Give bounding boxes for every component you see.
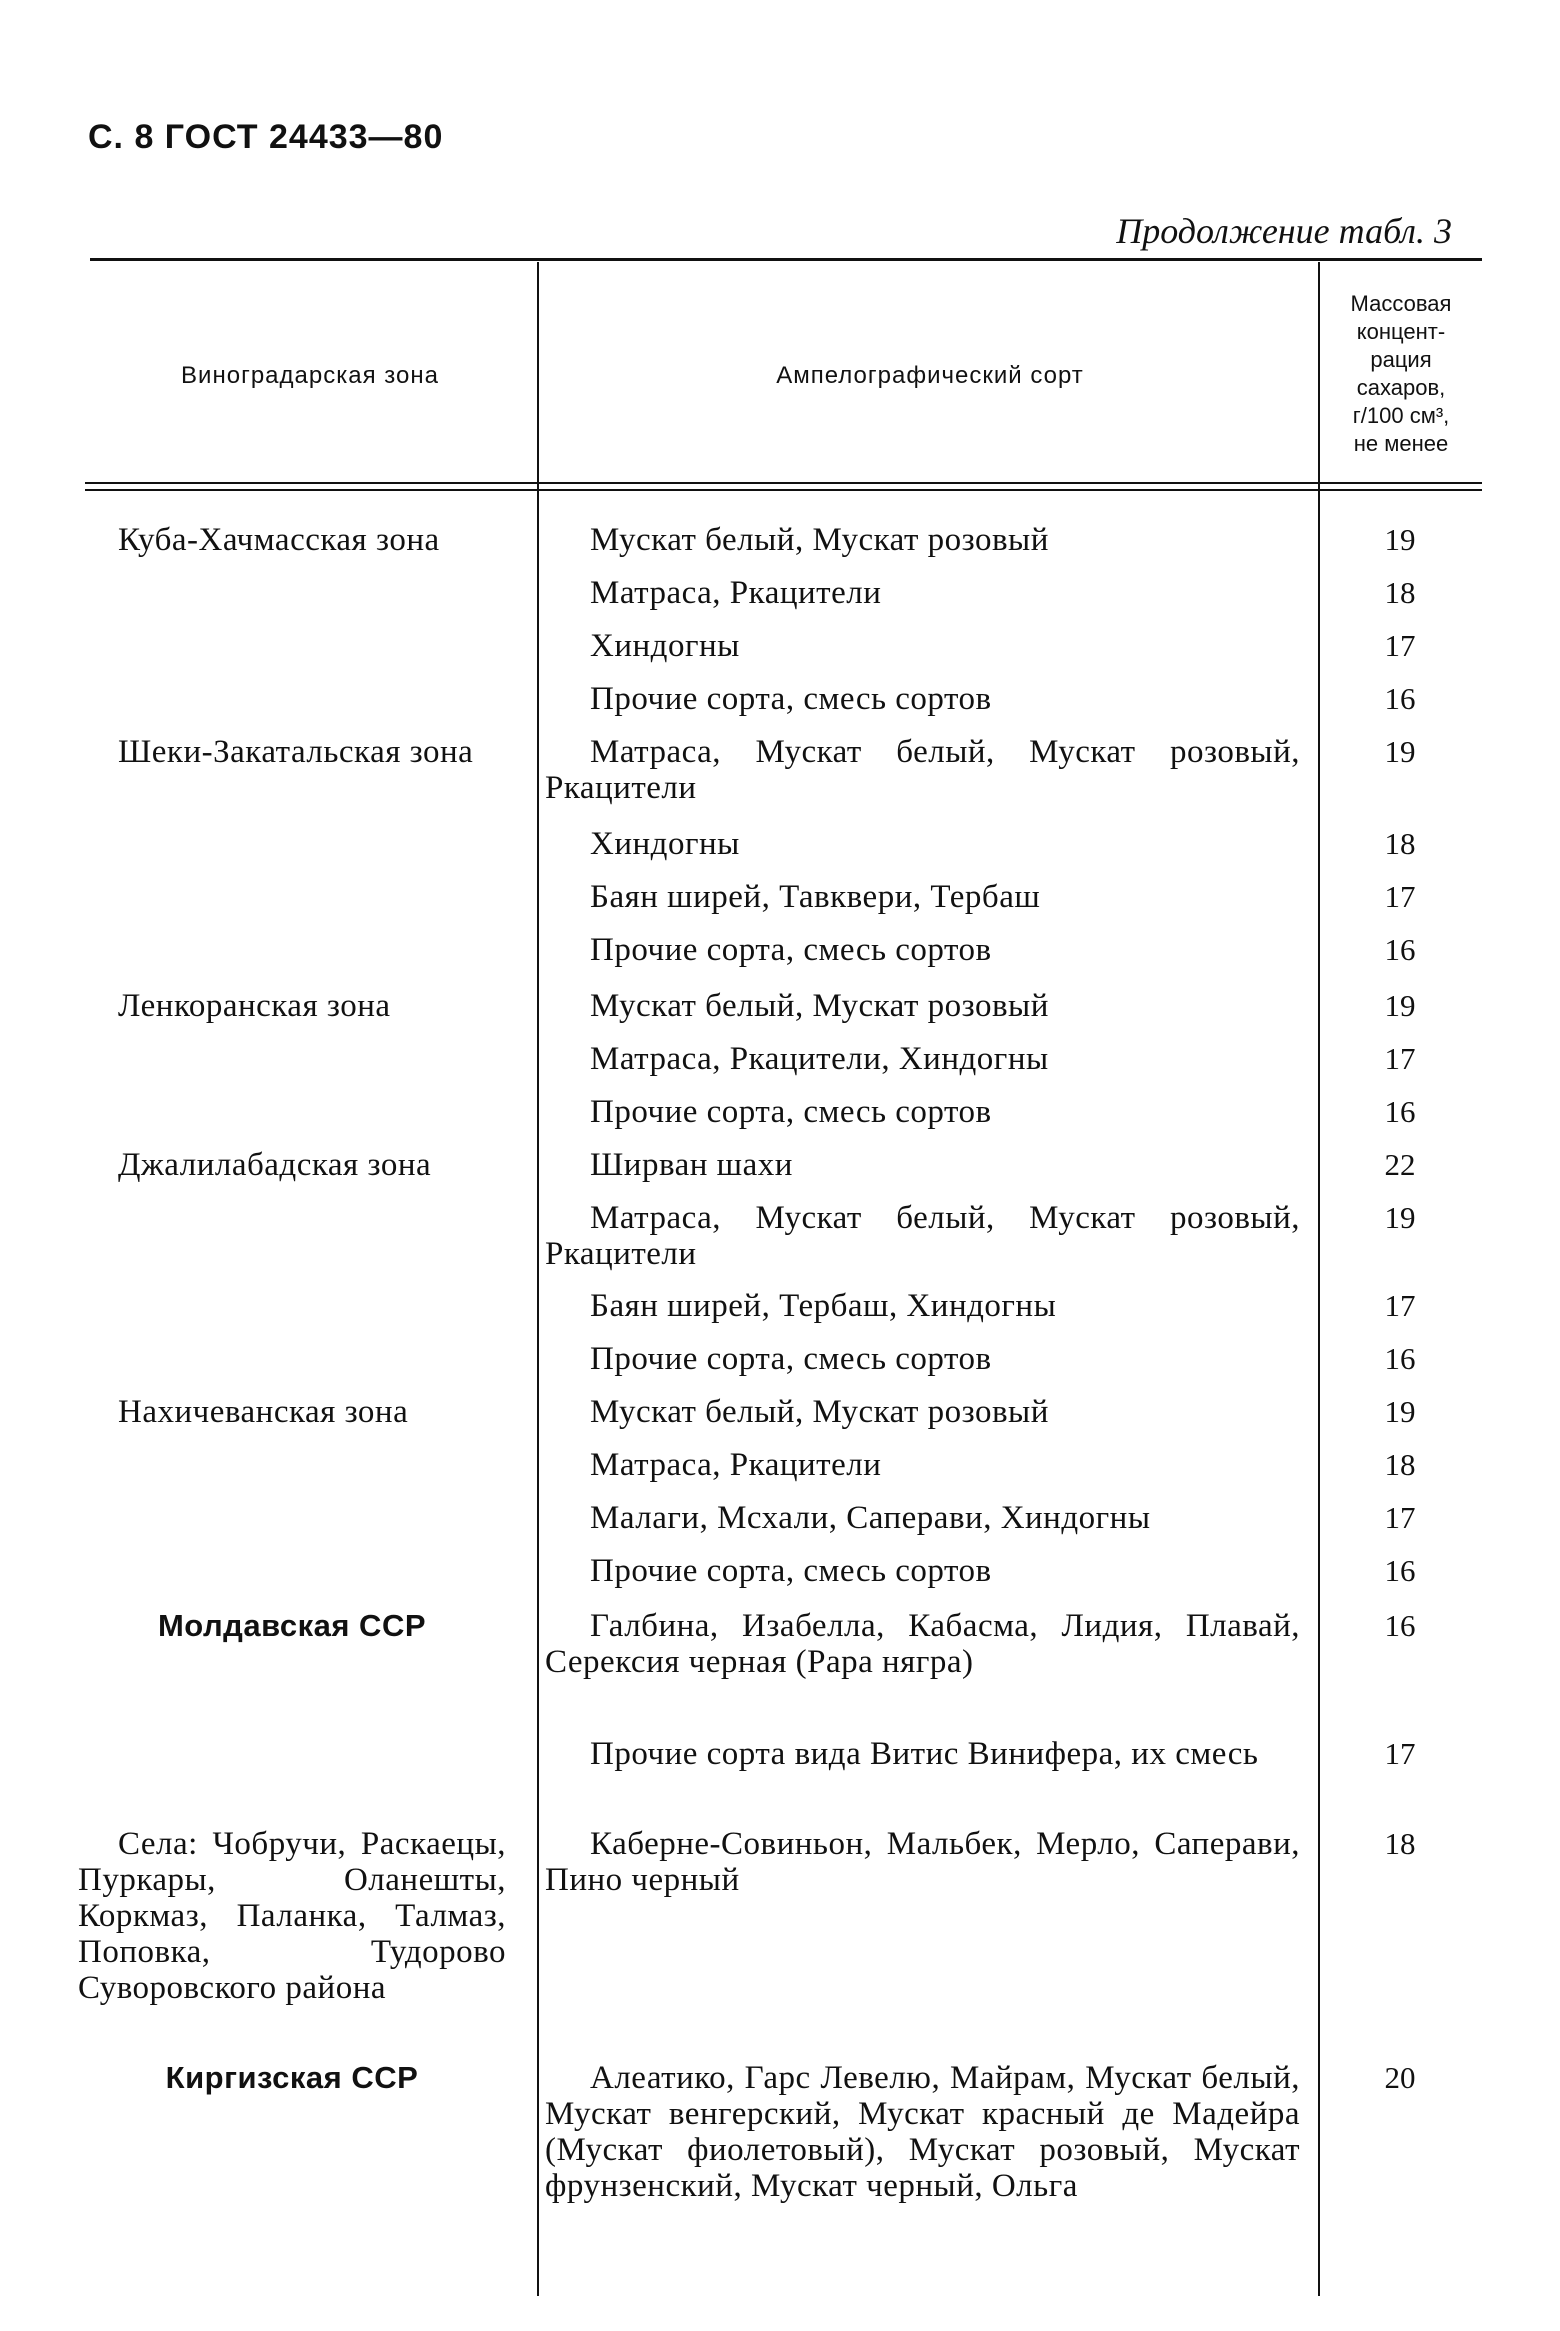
variety-cell: Мускат белый, Мускат розовый (590, 522, 1049, 558)
variety-cell: Прочие сорта, смесь сортов (590, 1094, 992, 1130)
column-header-zone: Виноградарская зона (181, 362, 439, 389)
sugar-value: 17 (1384, 1288, 1416, 1323)
table-top-rule (90, 258, 1482, 261)
sugar-value: 18 (1384, 575, 1416, 610)
variety-cell: Матраса, Ркацители, Хиндогны (590, 1041, 1049, 1077)
variety-cell: Ширван шахи (590, 1147, 793, 1183)
variety-cell: Хиндогны (590, 628, 740, 664)
column-divider-right (1318, 262, 1320, 2296)
variety-cell: Матраса, Ркацители (590, 1447, 882, 1483)
sugar-value: 19 (1384, 1200, 1416, 1235)
header-bottom-rule-2 (85, 489, 1482, 491)
sugar-value: 16 (1384, 932, 1416, 967)
table-continuation-caption: Продолжение табл. 3 (1116, 211, 1452, 251)
sugar-value: 17 (1384, 1736, 1416, 1771)
sugar-value: 22 (1384, 1147, 1416, 1182)
variety-cell: Алеатико, Гарс Левелю, Майрам, Мускат белый, Мускат венгерский, Мускат красный де Мадейра (Мускат фиолетовый), Мускат розовый, Мускат фрунзенский, Мускат черный, Ольга (545, 2060, 1300, 2204)
sugar-value: 16 (1384, 681, 1416, 716)
variety-cell: Баян ширей, Тербаш, Хиндогны (590, 1288, 1057, 1324)
column-header-sugar-line: сахаров, (1356, 375, 1446, 400)
variety-cell: Малаги, Мсхали, Саперави, Хиндогны (590, 1500, 1151, 1536)
zone-cell: Джалилабадская зона (118, 1147, 432, 1183)
sugar-value: 18 (1384, 1447, 1416, 1482)
sugar-value: 17 (1384, 879, 1416, 914)
variety-cell: Прочие сорта, смесь сортов (590, 1341, 992, 1377)
variety-cell: Прочие сорта, смесь сортов (590, 681, 992, 717)
zone-cell: Нахичеванская зона (118, 1394, 409, 1430)
sugar-value: 19 (1384, 734, 1416, 769)
variety-cell: Прочие сорта, смесь сортов (590, 1553, 992, 1589)
variety-cell: Мускат белый, Мускат розовый (590, 1394, 1049, 1430)
sugar-value: 19 (1384, 1394, 1416, 1429)
variety-cell: Мускат белый, Мускат розовый (590, 988, 1049, 1024)
variety-cell: Матраса, Ркацители (590, 575, 882, 611)
variety-cell: Прочие сорта, смесь сортов (590, 932, 992, 968)
variety-cell: Хиндогны (590, 826, 740, 862)
sugar-value: 19 (1384, 522, 1416, 557)
sugar-value: 16 (1384, 1341, 1416, 1376)
sugar-value: 17 (1384, 1500, 1416, 1535)
sugar-value: 19 (1384, 988, 1416, 1023)
zone-cell: Шеки-Закатальская зона (118, 734, 474, 770)
sugar-value: 20 (1384, 2060, 1416, 2095)
page-header: С. 8 ГОСТ 24433—80 (88, 118, 444, 156)
variety-cell: Баян ширей, Тавквери, Тербаш (590, 879, 1041, 915)
column-divider-left (537, 262, 539, 2296)
sugar-value: 17 (1384, 628, 1416, 663)
column-header-sugar-line: концент- (1356, 319, 1446, 344)
header-bottom-rule (85, 482, 1482, 484)
sugar-value: 16 (1384, 1553, 1416, 1588)
variety-cell: Галбина, Изабелла, Кабасма, Лидия, Плавай, Серексия черная (Рара нягра) (545, 1608, 1300, 1680)
variety-cell: Прочие сорта вида Витис Винифера, их смесь (590, 1736, 1259, 1772)
variety-cell: Матраса, Мускат белый, Мускат розовый, Ркацители (545, 734, 1300, 806)
zone-cell: Киргизская ССР (165, 2060, 419, 2095)
sugar-value: 18 (1384, 1826, 1416, 1861)
variety-cell: Матраса, Мускат белый, Мускат розовый, Ркацители (545, 1200, 1300, 1272)
column-header-sugar-line: Массовая (1350, 291, 1452, 316)
zone-cell: Ленкоранская зона (118, 988, 391, 1024)
column-header-sugar-line: рация (1370, 347, 1432, 372)
zone-cell: Молдавская ССР (157, 1608, 427, 1643)
variety-cell: Каберне-Совиньон, Мальбек, Мерло, Саперави, Пино черный (545, 1826, 1300, 1898)
sugar-value: 17 (1384, 1041, 1416, 1076)
column-header-sugar-line: г/100 см³, (1352, 403, 1450, 428)
sugar-value: 16 (1384, 1094, 1416, 1129)
sugar-value: 16 (1384, 1608, 1416, 1643)
zone-cell: Куба-Хачмасская зона (118, 522, 440, 558)
sugar-value: 18 (1384, 826, 1416, 861)
column-header-sugar (1320, 290, 1482, 458)
zone-cell: Села: Чобручи, Раскаецы, Пуркары, Оланешты, Коркмаз, Паланка, Талмаз, Поповка, Тудорово Суворовского района (78, 1826, 506, 2006)
column-header-sugar-line: не менее (1353, 431, 1449, 456)
column-header-variety: Ампелографический сорт (776, 362, 1084, 389)
